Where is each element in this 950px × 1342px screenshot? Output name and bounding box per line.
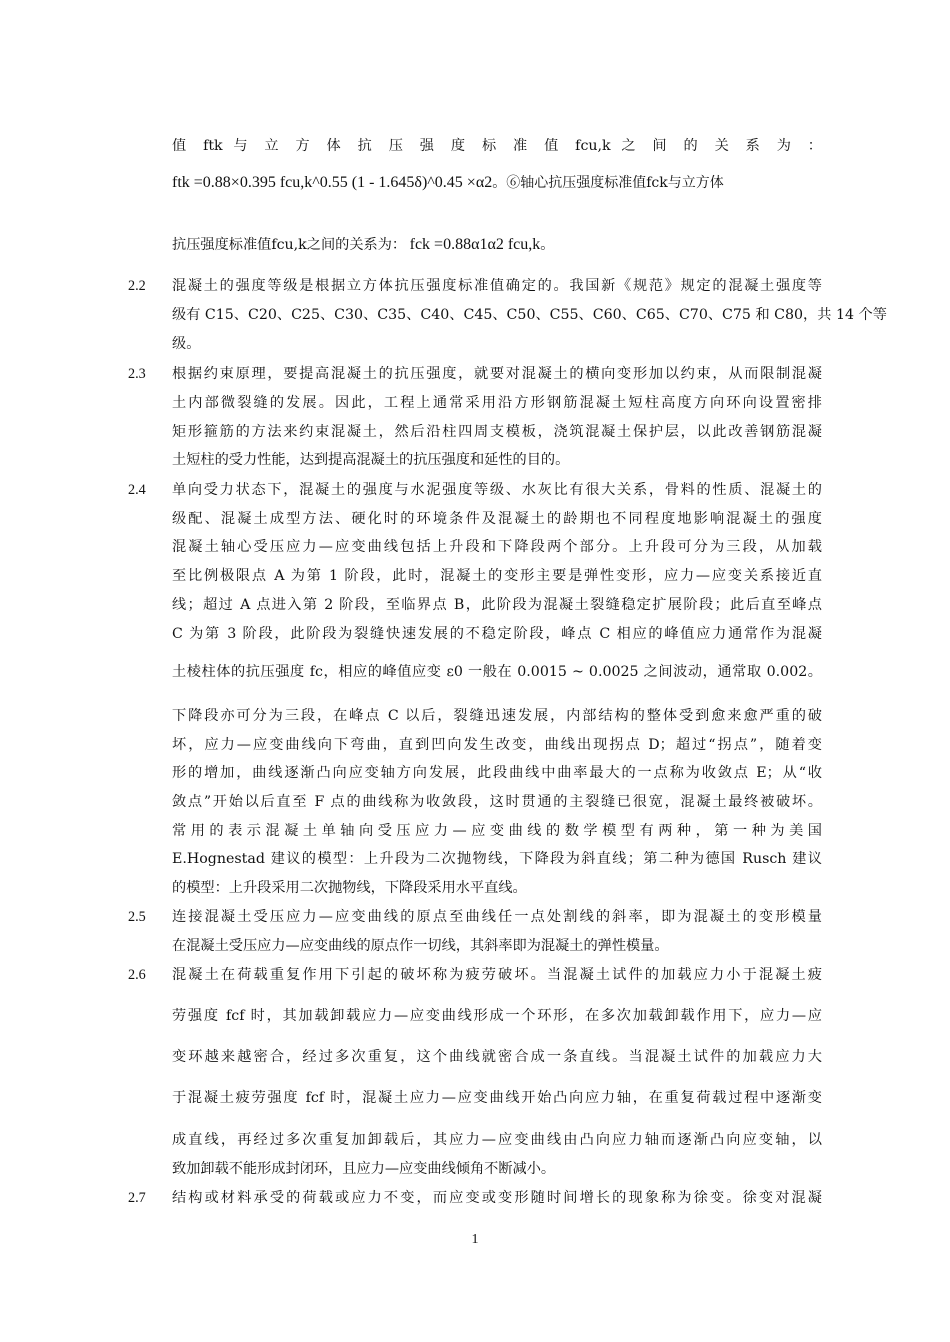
text-line: 变环越来越密合，经过多次重复，这个曲线就密合成一条直线。当混凝土试件的加载应力大 xyxy=(172,1049,822,1065)
text-line: 下降段亦可分为三段，在峰点 C 以后，裂缝迅速发展，内部结构的整体受到愈来愈严重的破 xyxy=(172,708,822,724)
text-line: 成直线，再经过多次重复加卸载后，其应力—应变曲线由凸向应力轴而逐渐凸向应变轴，以 xyxy=(172,1132,822,1148)
text-fragment: 抗压强度标准值fcu,k之间的关系为： xyxy=(172,237,407,253)
formula-tail: 。 xyxy=(540,237,555,253)
section-number: 2.7 xyxy=(128,1190,146,1206)
section-number: 2.5 xyxy=(128,909,146,925)
section-number: 2.4 xyxy=(128,482,146,498)
text-line: 劳强度 fcf 时，其加载卸载应力—应变曲线形成一个环形，在多次加载卸载作用下，应力—应 xyxy=(172,1008,822,1024)
text-line: 的模型：上升段采用二次抛物线，下降段采用水平直线。 xyxy=(172,880,527,896)
text-line: 于混凝土疲劳强度 fcf 时，混凝土应力—应变曲线开始凸向应力轴，在重复荷载过程中逐渐变 xyxy=(172,1090,822,1106)
text-line: 坏，应力—应变曲线向下弯曲，直到凹向发生改变，曲线出现拐点 D；超过“拐点”，随着变 xyxy=(172,737,822,753)
text-line: 混凝土在荷载重复作用下引起的破坏称为疲劳破坏。当混凝土试件的加载应力小于混凝土疲 xyxy=(172,967,822,983)
text-line: 级配、混凝土成型方法、硬化时的环境条件及混凝土的龄期也不同程度地影响混凝土的强度 xyxy=(172,511,822,527)
text-line: 至比例极限点 A 为第 1 阶段，此时，混凝土的变形主要是弹性变形，应力—应变关系接近直 xyxy=(172,568,822,584)
text-line: 单向受力状态下，混凝土的强度与水泥强度等级、水灰比有很大关系，骨料的性质、混凝土的 xyxy=(172,482,822,498)
text-line: 形的增加，曲线逐渐凸向应变轴方向发展，此段曲线中曲率最大的一点称为收敛点 E；从“收 xyxy=(172,765,822,781)
text-line: 值 ftk 与 立 方 体 抗 压 强 度 标 准 值 fcu,k 之 间 的 关 系 为 ： xyxy=(172,138,822,154)
text-line: 致加卸载不能形成封闭环，且应力—应变曲线倾角不断减小。 xyxy=(172,1161,556,1177)
text-line: 在混凝土受压应力—应变曲线的原点作一切线，其斜率即为混凝土的弹性模量。 xyxy=(172,938,669,954)
text-line: 根据约束原理，要提高混凝土的抗压强度，就要对混凝土的横向变形加以约束，从而限制混凝 xyxy=(172,366,822,382)
text-line: C 为第 3 阶段，此阶段为裂缝快速发展的不稳定阶段，峰点 C 相应的峰值应力通常作为混凝 xyxy=(172,626,822,642)
page-number: 1 xyxy=(471,1232,479,1247)
text-line: 土短柱的受力性能，达到提高混凝土的抗压强度和延性的目的。 xyxy=(172,452,570,468)
text-line: 土内部微裂缝的发展。因此，工程上通常采用沿方形钢筋混凝土短柱高度方向环向设置密排 xyxy=(172,395,822,411)
formula-fck: fck =0.88α1α2 fcu,k xyxy=(409,236,541,253)
section-number: 2.3 xyxy=(128,366,146,382)
formula-ftk xyxy=(172,172,724,192)
text-line: 混凝土的强度等级是根据立方体抗压强度标准值确定的。我国新《规范》规定的混凝土强度等 xyxy=(172,278,822,294)
text-line: 结构或材料承受的荷载或应力不变，而应变或变形随时间增长的现象称为徐变。徐变对混凝 xyxy=(172,1190,822,1206)
text-line: 土棱柱体的抗压强度 fc，相应的峰值应变 ε0 一般在 0.0015 ~ 0.0025 之间波动，通常取 0.002。 xyxy=(172,664,822,680)
section-number: 2.6 xyxy=(128,967,146,983)
text-line: 常用的表示混凝土单轴向受压应力—应变曲线的数学模型有两种，第一种为美国 xyxy=(172,823,822,839)
section-number: 2.2 xyxy=(128,278,146,294)
text-line: 混凝土轴心受压应力—应变曲线包括上升段和下降段两个部分。上升段可分为三段，从加载 xyxy=(172,539,822,555)
text-line: 级有 C15、C20、C25、C30、C35、C40、C45、C50、C55、C60、C65、C70、C75 和 C80，共 14 个等 xyxy=(172,307,887,323)
text-line: E.Hognestad 建议的模型：上升段为二次抛物线，下降段为斜直线；第二种为德国 Rusch 建议 xyxy=(172,851,822,867)
formula-body: ftk =0.88×0.395 fcu,k^0.55 (1 - 1.645δ)^0.45 ×α2 xyxy=(172,174,493,191)
text-line: 敛点”开始以后直至 F 点的曲线称为收敛段，这时贯通的主裂缝已很宽，混凝土最终被破坏。 xyxy=(172,794,822,810)
text-line: 级。 xyxy=(172,336,201,352)
formula-tail: 。⑥轴心抗压强度标准值fck与立方体 xyxy=(492,175,724,191)
text-line: 线；超过 A 点进入第 2 阶段，至临界点 B，此阶段为混凝土裂缝稳定扩展阶段；此后直至峰点 xyxy=(172,597,822,613)
formula-fck-line xyxy=(172,234,554,254)
text-line: 连接混凝土受压应力—应变曲线的原点至曲线任一点处割线的斜率，即为混凝土的变形模量 xyxy=(172,909,822,925)
text-line: 矩形箍筋的方法来约束混凝土，然后沿柱四周支模板，浇筑混凝土保护层，以此改善钢筋混凝 xyxy=(172,424,822,440)
